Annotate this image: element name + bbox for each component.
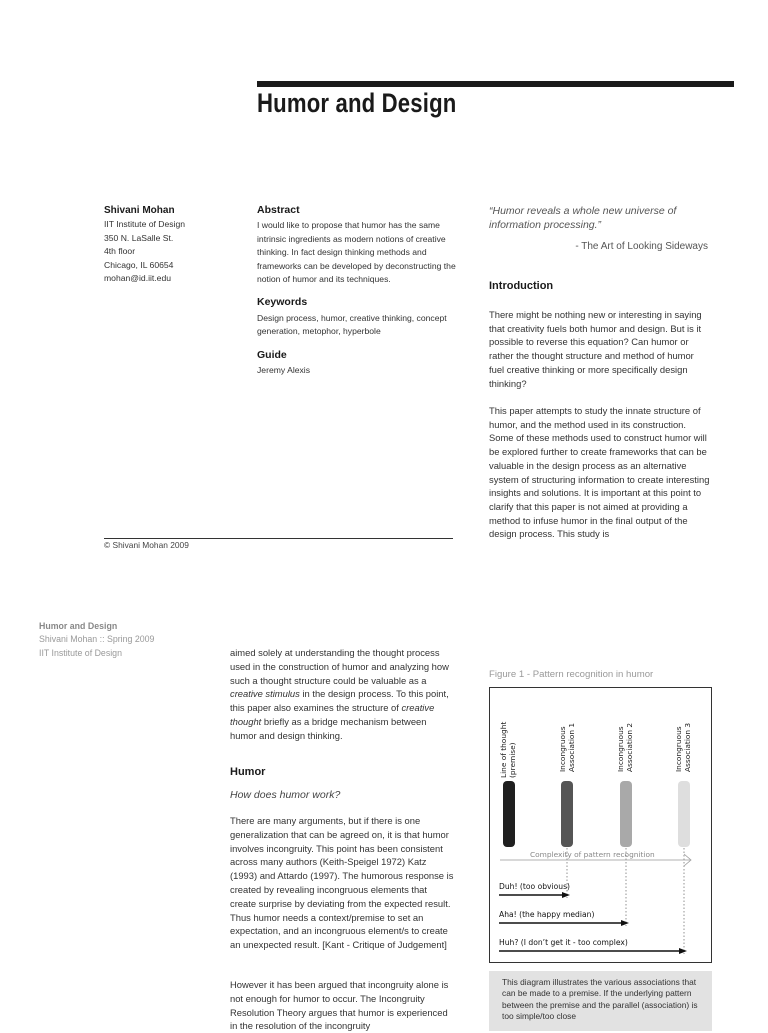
running-head-author: Shivani Mohan :: Spring 2009 [39, 634, 155, 645]
arrow-complex-head [679, 948, 687, 954]
arrow-obvious-head [562, 892, 570, 898]
author-name: Shivani Mohan [104, 205, 175, 216]
column-label-premise-1: Line of thought [499, 721, 508, 778]
front-matter [257, 204, 457, 377]
column-label-assoc2-1: Incongruous [616, 726, 625, 772]
arrow-label-obvious: Duh! (too obvious) [499, 882, 571, 891]
author-affiliation: IIT Institute of Design [104, 219, 186, 230]
complexity-axis-label: Complexity of pattern recognition [530, 850, 655, 859]
association-2-bar [620, 781, 632, 847]
column-label-assoc1-2: Association 1 [567, 722, 576, 772]
guide-text: Jeremy Alexis [257, 365, 311, 376]
arrow-label-median: Aha! (the happy median) [499, 910, 595, 919]
running-head-institution: IIT Institute of Design [39, 647, 122, 658]
association-3-bar [678, 781, 690, 847]
figure-note-text: This diagram illustrates the various associations that can be made to a premise. If the underlying pattern between the premise and the parallel (association) is too simple/too close [502, 977, 698, 1022]
author-street: 350 N. LaSalle St. [104, 232, 174, 243]
page-title: Humor and Design [257, 88, 457, 118]
emphasis-creative-stimulus: creative stimulus [230, 688, 300, 700]
figure-frame [489, 687, 712, 963]
pattern-diagram [490, 688, 713, 964]
footer-rule [104, 538, 453, 539]
column-label-assoc3-1: Incongruous [674, 726, 683, 772]
title-rule [257, 81, 734, 87]
copyright: © Shivani Mohan 2009 [104, 540, 189, 550]
guide-heading: Guide [257, 348, 287, 361]
column-label-assoc3-2: Association 3 [683, 722, 692, 772]
emphasis-creative-thought: creative thought [230, 702, 435, 727]
column-label-assoc2-2: Association 2 [625, 722, 634, 772]
introduction-paragraph-2: This paper attempts to study the innate structure of humor, and the method used in its construction. Some of these methods used to construct humor will be explored further to create frameworks that can be valuable in the design process as an alternative system of structuring information to create interesting insights and solutions. It is important at this point to clarify that this paper is not aimed at providing a method to infuse humor in the final output of the design process. This study is [489, 405, 710, 540]
humor-paragraph-1: There are many arguments, but if there is one generalization that can be agreed on, it is that humor involves incongruity. This point has been consistent across many authors (Keith-Speigel 1972) Katz (1993) and Attardo (1997). The humorous response is created by revealing incongruous elements that create surprise by deviating from the expected result. Thus humor needs a context/premise to set an expectation, and an incongruous element/s to create an unexpected result. [Kant - Critique of Judgement] [230, 815, 454, 951]
epigraph-quote: “Humor reveals a whole new universe of information processing.” [489, 205, 677, 231]
introduction-heading: Introduction [489, 280, 554, 292]
arrow-median-head [621, 920, 629, 926]
premise-bar [503, 781, 515, 847]
keywords-text: Design process, humor, creative thinking, concept generation, metophor, hyperbole [257, 312, 447, 337]
author-city: Chicago, IL 60654 [104, 259, 174, 270]
author-floor: 4th floor [104, 246, 136, 257]
continuation-paragraph: aimed solely at understanding the thought process used in the construction of humor and analyzing how such a thought structure could be valuable as a creative stimulus in the design process. To this point, this paper also examines the structure of creative thought briefly as a bridge mechanism between humor and design thinking. [230, 647, 449, 741]
humor-subheading: How does humor work? [230, 789, 341, 801]
epigraph-source: - The Art of Looking Sideways [575, 241, 708, 252]
arrow-label-complex: Huh? (I don’t get it - too complex) [499, 938, 628, 947]
running-head [39, 620, 154, 660]
abstract-text: I would like to propose that humor has the same intrinsic ingredients as modern notions of creative thinking. In fact design thinking methods and frameworks can be developed by deconstructing the notion of humor and its techniques. [257, 220, 456, 285]
figure-note [489, 971, 712, 1031]
introduction-paragraph-1: There might be nothing new or interesting in saying that creativity fuels both humor and design. But is it possible to reverse this equation? Can humor or rather the thought structure and method of humor fuel creative thinking or more specifically design thinking? [489, 309, 702, 389]
column-label-assoc1-1: Incongruous [558, 726, 567, 772]
humor-paragraph-2: However it has been argued that incongruity alone is not enough for humor to occur. The Incongruity Resolution Theory argues that humor is experienced in the resolution of the incongruity [230, 979, 449, 1032]
keywords-heading: Keywords [257, 296, 308, 309]
association-1-bar [561, 781, 573, 847]
humor-heading: Humor [230, 766, 266, 778]
figure-caption: Figure 1 - Pattern recognition in humor [489, 669, 654, 680]
running-head-title: Humor and Design [39, 621, 118, 631]
abstract-heading: Abstract [257, 204, 300, 216]
column-label-premise-2: (premise) [508, 742, 517, 778]
author-block [104, 204, 244, 285]
author-email: mohan@id.iit.edu [104, 273, 172, 284]
